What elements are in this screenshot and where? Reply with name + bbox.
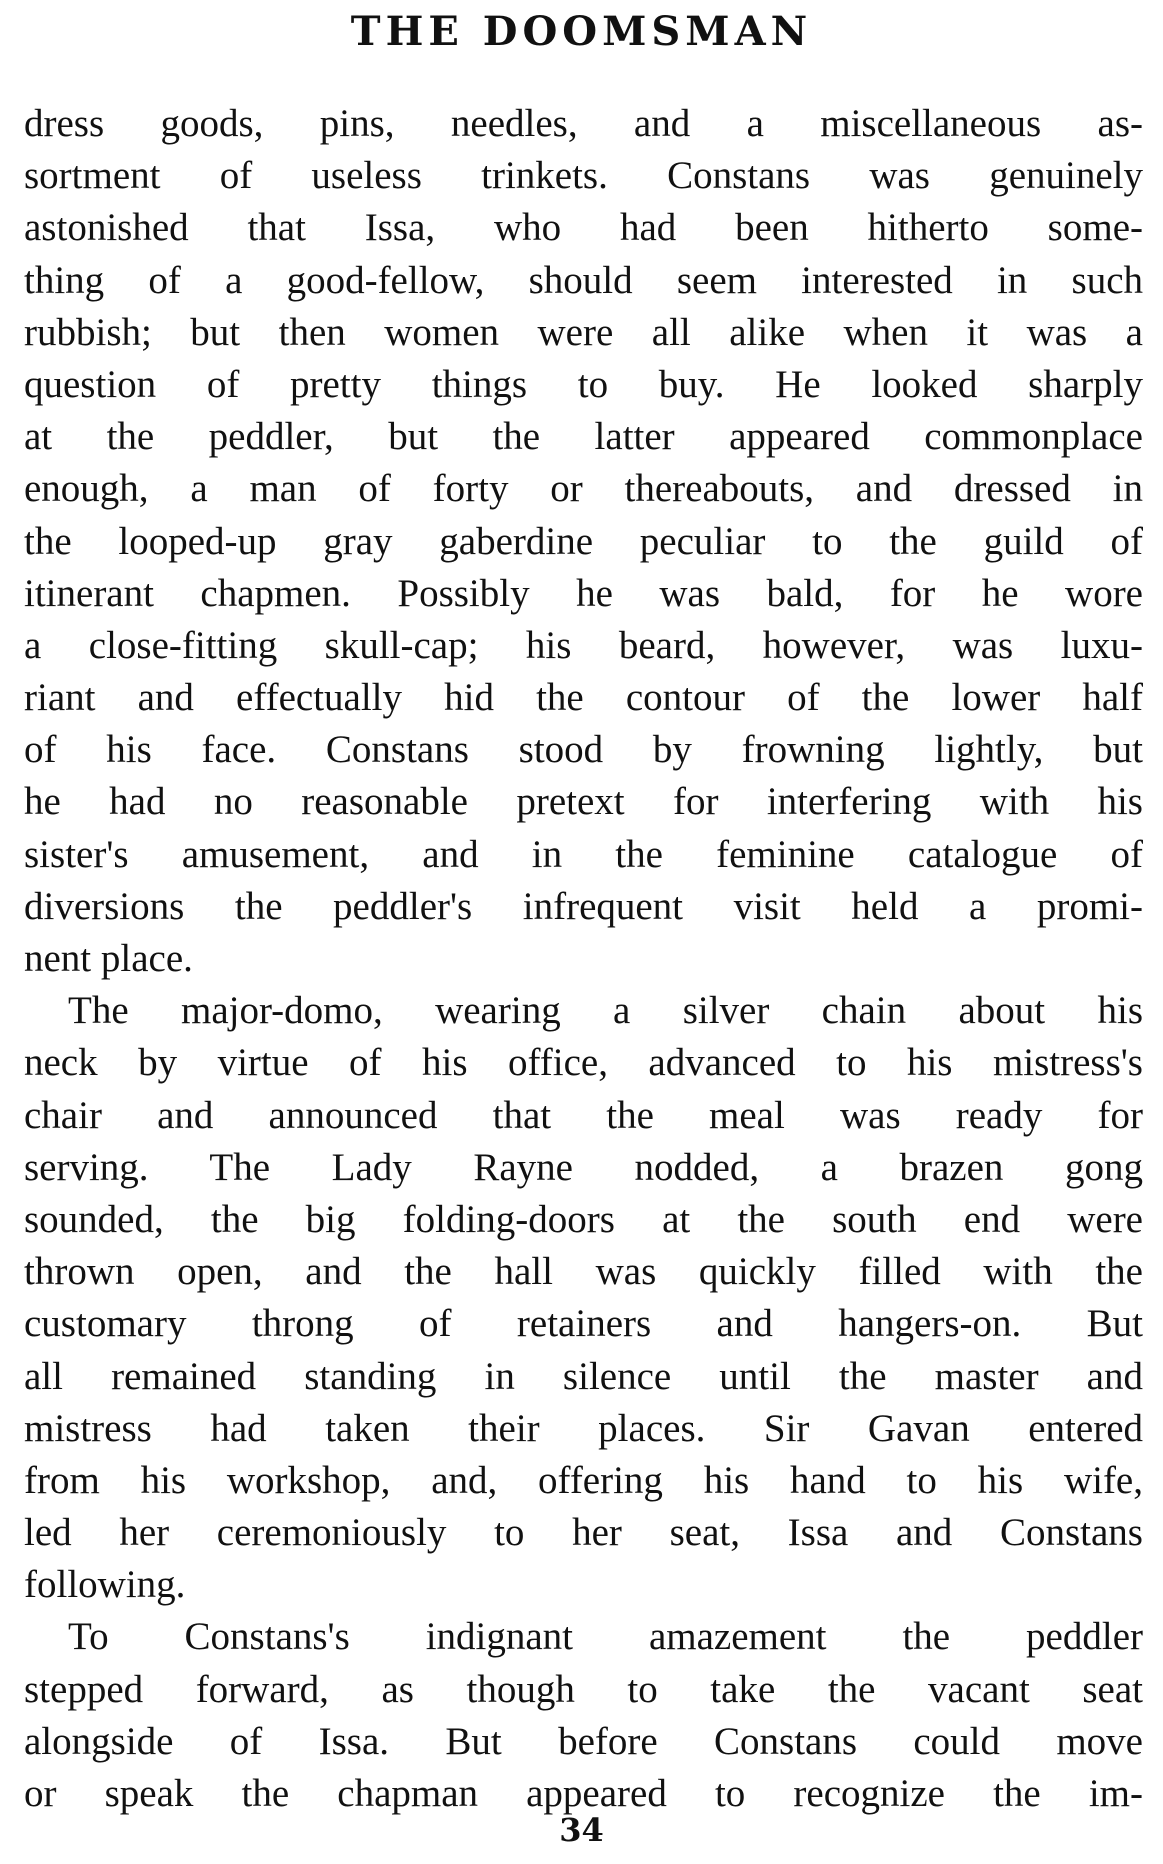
- text-line: dress goods, pins, needles, and a miscellaneous as-: [24, 102, 1143, 145]
- body-text: [24, 98, 1143, 1820]
- text-line: astonished that Issa, who had been hitherto some-: [24, 206, 1143, 250]
- text-line: sortment of useless trinkets. Constans was genuinely: [24, 154, 1143, 198]
- text-line: at the peddler, but the latter appeared commonplace: [24, 415, 1143, 459]
- text-line: riant and effectually hid the contour of the lower half: [24, 676, 1143, 720]
- text-line: neck by virtue of his office, advanced to his mistress's: [24, 1041, 1143, 1085]
- text-line: mistress had taken their places. Sir Gavan entered: [24, 1406, 1143, 1450]
- text-line: a close-fitting skull-cap; his beard, however, was luxu-: [24, 623, 1143, 667]
- paragraph: [24, 1611, 1143, 1820]
- text-line: nent place.: [24, 937, 193, 980]
- text-line: The major-domo, wearing a silver chain about his: [68, 989, 1143, 1033]
- text-line: diversions the peddler's infrequent visit held a promi-: [24, 884, 1143, 928]
- text-line: itinerant chapmen. Possibly he was bald, for he wore: [24, 571, 1143, 615]
- text-line: stepped forward, as though to take the vacant seat: [24, 1667, 1143, 1711]
- text-line: enough, a man of forty or thereabouts, and dressed in: [24, 467, 1143, 511]
- paragraph: [24, 98, 1143, 985]
- text-line: alongside of Issa. But before Constans could move: [24, 1719, 1143, 1763]
- text-line: thrown open, and the hall was quickly filled with the: [24, 1250, 1143, 1294]
- text-line: sounded, the big folding-doors at the south end were: [24, 1197, 1143, 1241]
- text-line: question of pretty things to buy. He looked sharply: [24, 362, 1143, 406]
- running-title: THE DOOMSMAN: [350, 8, 813, 55]
- text-line: following.: [24, 1563, 186, 1607]
- text-line: To Constans's indignant amazement the peddler: [68, 1615, 1143, 1659]
- text-line: or speak the chapman appeared to recognize the im-: [24, 1772, 1143, 1815]
- page-number: 34: [559, 1811, 604, 1849]
- text-line: of his face. Constans stood by frowning lightly, but: [24, 728, 1143, 772]
- text-line: from his workshop, and, offering his hand to his wife,: [24, 1458, 1143, 1502]
- text-line: the looped-up gray gaberdine peculiar to the guild of: [24, 519, 1143, 563]
- text-line: all remained standing in silence until the master and: [24, 1354, 1143, 1398]
- text-line: sister's amusement, and in the feminine catalogue of: [24, 832, 1143, 876]
- text-line: customary throng of retainers and hangers-on. But: [24, 1302, 1143, 1346]
- text-line: led her ceremoniously to her seat, Issa and Constans: [24, 1511, 1143, 1555]
- text-line: he had no reasonable pretext for interfering with his: [24, 780, 1143, 824]
- paragraph: [24, 985, 1143, 1611]
- text-line: chair and announced that the meal was ready for: [24, 1093, 1143, 1137]
- text-line: thing of a good-fellow, should seem interested in such: [24, 258, 1143, 302]
- text-line: rubbish; but then women were all alike when it was a: [24, 310, 1143, 354]
- text-line: serving. The Lady Rayne nodded, a brazen gong: [24, 1145, 1143, 1189]
